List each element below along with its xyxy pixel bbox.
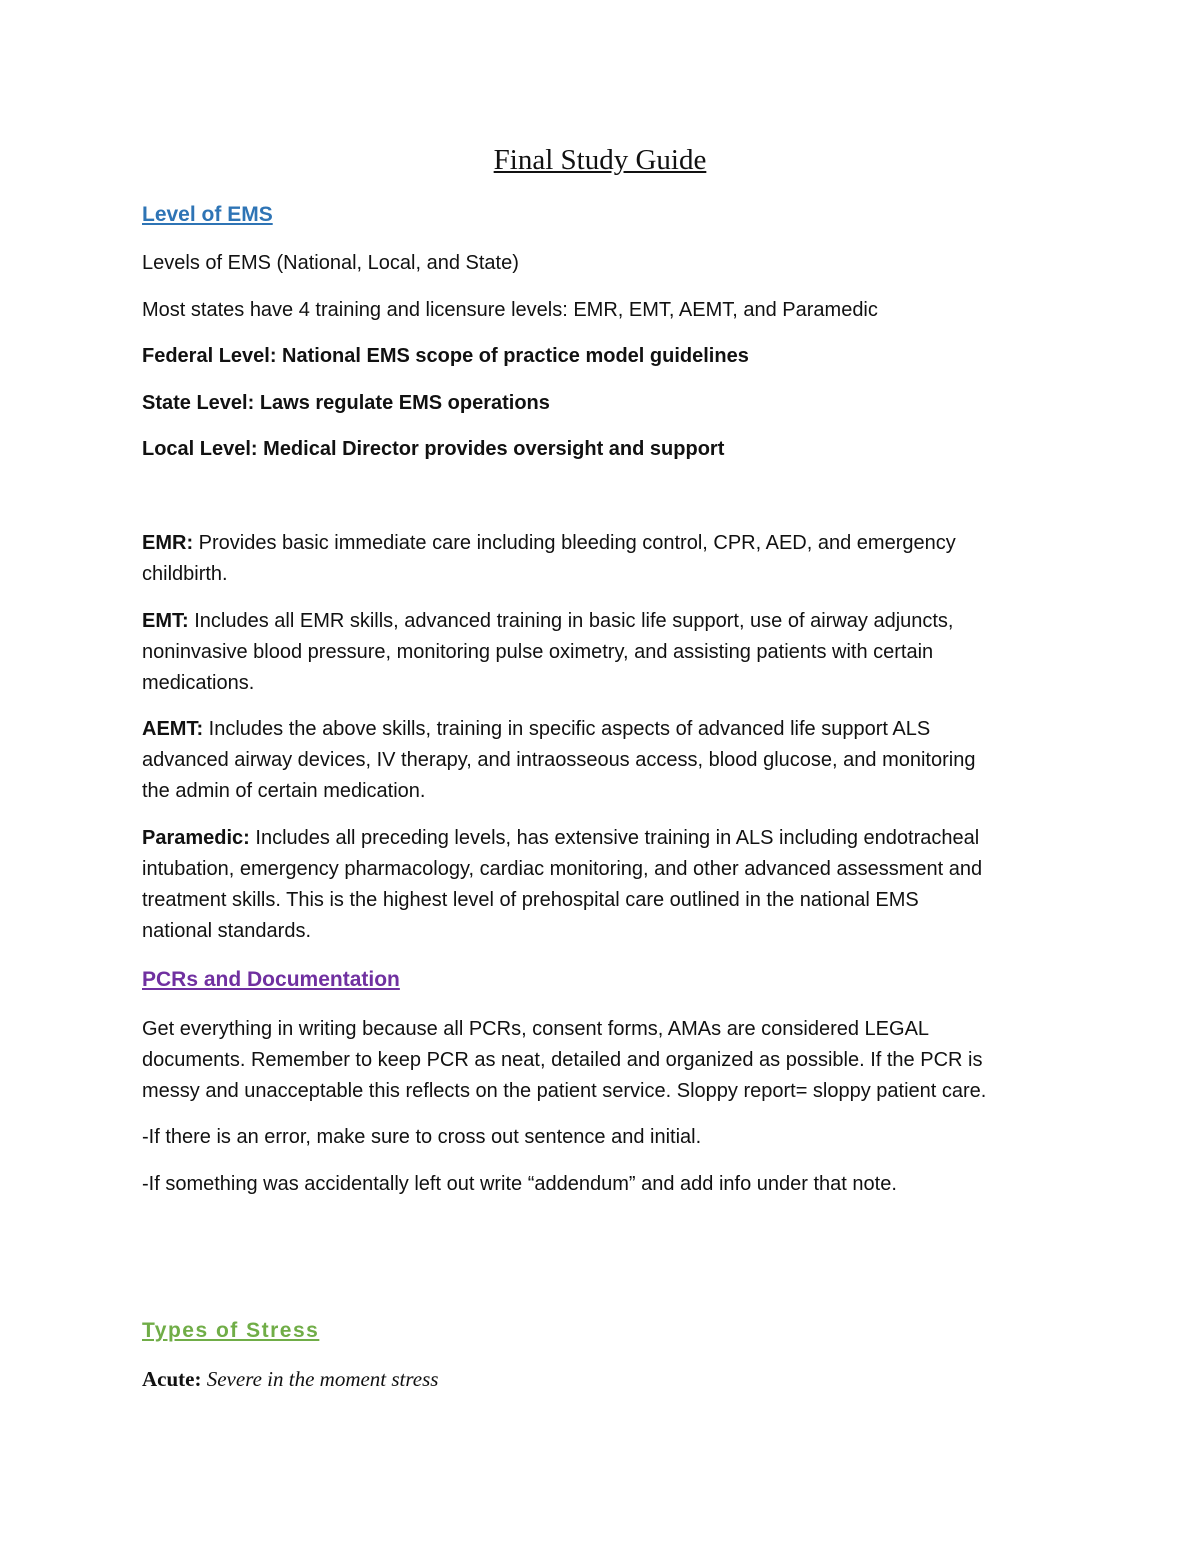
aemt-label: AEMT: — [142, 718, 204, 740]
section-heading-types-of-stress: Types of Stress — [142, 1319, 320, 1342]
paramedic-text-1: Includes all preceding levels, has extensive training in ALS including endotracheal — [255, 827, 980, 849]
emt-paragraph-line-1 — [142, 606, 954, 637]
section-heading-level-of-ems: Level of EMS — [142, 203, 273, 226]
emt-label: EMT: — [142, 610, 189, 632]
pcr-paragraph-line-3: messy and unacceptable this reflects on the patient service. Sloppy report= sloppy patient care. — [142, 1080, 987, 1102]
emt-paragraph-line-3: medications. — [142, 672, 255, 694]
paramedic-label: Paramedic: — [142, 827, 250, 849]
emr-text-1: Provides basic immediate care including bleeding control, CPR, AED, and emergency — [198, 532, 956, 554]
aemt-paragraph-line-1 — [142, 714, 930, 745]
paramedic-paragraph-line-4: national standards. — [142, 920, 312, 942]
paramedic-paragraph-line-3: treatment skills. This is the highest level of prehospital care outlined in the national EMS — [142, 889, 919, 911]
pcr-error-line: -If there is an error, make sure to cross out sentence and initial. — [142, 1126, 702, 1148]
acute-text: Severe in the moment stress — [206, 1367, 439, 1391]
levels-line: Levels of EMS (National, Local, and State) — [142, 252, 519, 274]
section-heading-pcrs-documentation: PCRs and Documentation — [142, 968, 400, 991]
emr-paragraph-line-2: childbirth. — [142, 563, 228, 585]
federal-level-line: Federal Level: National EMS scope of practice model guidelines — [142, 345, 749, 367]
aemt-paragraph-line-2: advanced airway devices, IV therapy, and intraosseous access, blood glucose, and monitoring — [142, 749, 976, 771]
acute-label: Acute: — [142, 1367, 202, 1391]
page-title: Final Study Guide — [493, 144, 707, 176]
emr-paragraph-line-1 — [142, 528, 956, 559]
state-level-line: State Level: Laws regulate EMS operations — [142, 392, 550, 414]
aemt-paragraph-line-3: the admin of certain medication. — [142, 780, 426, 802]
aemt-text-1: Includes the above skills, training in specific aspects of advanced life support ALS — [208, 718, 931, 740]
licensure-levels-line: Most states have 4 training and licensure levels: EMR, EMT, AEMT, and Paramedic — [142, 299, 878, 321]
emt-paragraph-line-2: noninvasive blood pressure, monitoring pulse oximetry, and assisting patients with certain — [142, 641, 934, 663]
emt-text-1: Includes all EMR skills, advanced training in basic life support, use of airway adjuncts, — [194, 610, 954, 632]
pcr-paragraph-line-2: documents. Remember to keep PCR as neat, detailed and organized as possible. If the PCR is — [142, 1049, 983, 1071]
pcr-addendum-line: -If something was accidentally left out write “addendum” and add info under that note. — [142, 1173, 897, 1195]
acute-stress-line — [142, 1364, 438, 1395]
paramedic-paragraph-line-2: intubation, emergency pharmacology, cardiac monitoring, and other advanced assessment and — [142, 858, 983, 880]
pcr-paragraph-line-1: Get everything in writing because all PCRs, consent forms, AMAs are considered LEGAL — [142, 1018, 930, 1040]
paramedic-paragraph-line-1 — [142, 823, 979, 854]
emr-label: EMR: — [142, 532, 194, 554]
local-level-line: Local Level: Medical Director provides oversight and support — [142, 438, 725, 460]
